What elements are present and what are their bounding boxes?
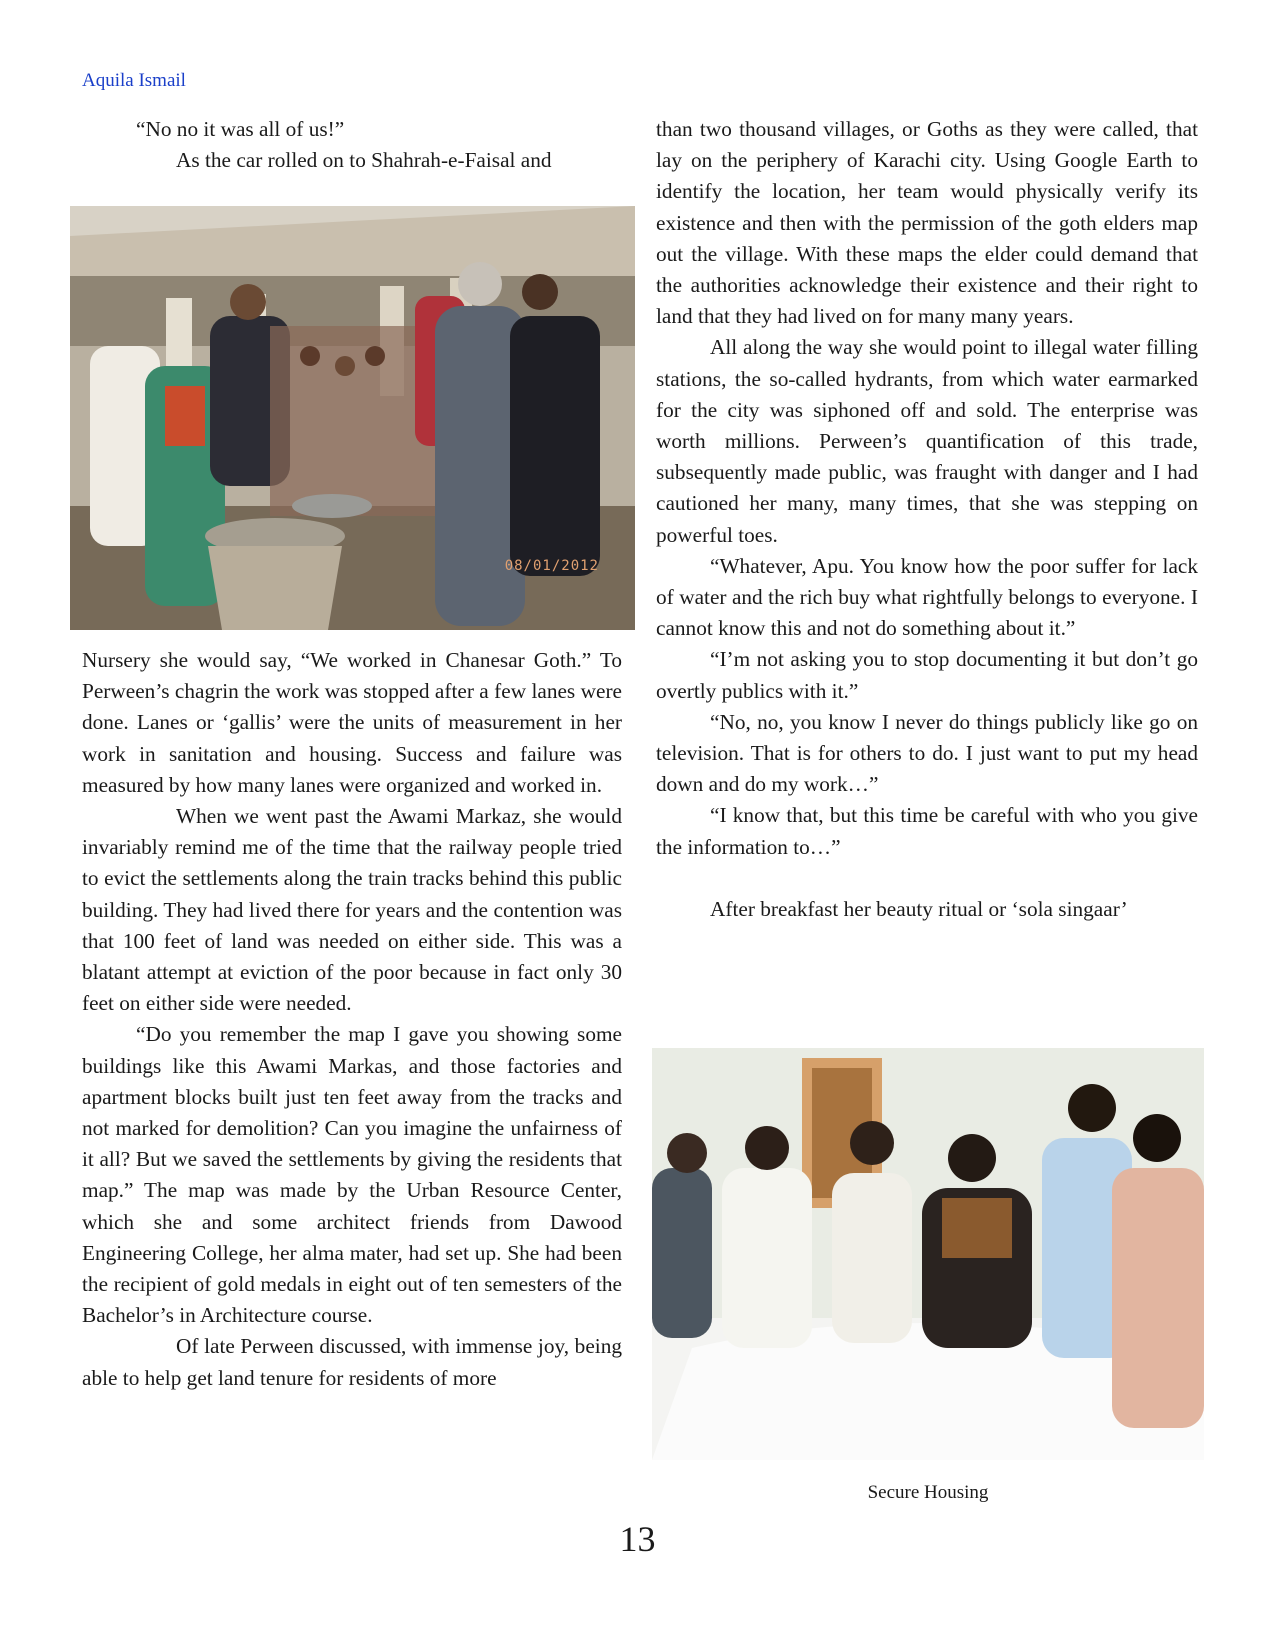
photo-caption: Secure Housing [867,1482,989,1503]
paragraph: “Do you remember the map I gave you showing some buildings like this Awami Markas, and those factories and apartment blocks built just ten feet away from the tracks and not marked for demolition? Can you imagine the unfairness of it all? But we saved the settlements by giving the residents that map.” The map was made by the Urban Resource Center, which she and some architect friends from Dawood Engineering College, her alma mater, had set up. She had been the recipient of gold medals in eight out of ten semesters of the Bachelor’s in Architecture course. [82,1022,622,1328]
spacer [656,863,1198,894]
paragraph: than two thousand villages, or Goths as they were called, that lay on the periphery of Karachi city. Using Google Earth to identify the location, her team would physically verify its existence and then with the permission of the goth elders map out the village. With these maps the elder could demand that the authorities acknowledge their existence and their right to land that they had lived on for many many years. [656,117,1198,329]
paragraph: After breakfast her beauty ritual or ‘sola singaar’ [710,897,1128,922]
paragraph: Of late Perween discussed, with immense joy, being able to help get land tenure for residents of more [82,1334,622,1390]
paragraph: “I’m not asking you to stop documenting it but don’t go overtly publics with it.” [656,647,1198,703]
paragraph: “I know that, but this time be careful with who you give the information to…” [656,803,1198,859]
paragraph: “No, no, you know I never do things publicly like go on television. That is for others to do. I just want to put my head down and do my work…” [656,709,1198,797]
map-planning-photo [652,1048,1204,1460]
right-column [656,114,1198,925]
paragraph: As the car rolled on to Shahrah-e-Faisal and [176,148,552,173]
paragraph: All along the way she would point to illegal water filling stations, the so-called hydrants, from which water earmarked for the city was siphoned off and sold. The enterprise was worth millions. Perween’s quantification of this trade, subsequently made public, was fraught with danger and I had cautioned her many, many times, that she was stepping on powerful toes. [656,335,1198,547]
left-column-top [82,114,622,176]
left-column-bottom [82,645,622,1394]
photo-date-stamp: 08/01/2012 [504,558,599,574]
author-name: Aquila Ismail [82,70,186,91]
paragraph: “No no it was all of us!” [136,117,345,141]
page-number: 13 [619,1519,656,1559]
village-meeting-photo [70,206,635,630]
paragraph: When we went past the Awami Markaz, she would invariably remind me of the time that the railway people tried to evict the settlements along the train tracks behind this public building. They had lived there for years and the contention was that 100 feet of land was needed on either side. This was a blatant attempt at eviction of the poor because in fact only 30 feet on either side were needed. [82,804,622,1016]
paragraph: Nursery she would say, “We worked in Chanesar Goth.” To Perween’s chagrin the work was stopped after a few lanes were done. Lanes or ‘gallis’ were the units of measurement in her work in sanitation and housing. Success and failure was measured by how many lanes were organized and worked in. [82,648,622,797]
paragraph: “Whatever, Apu. You know how the poor suffer for lack of water and the rich buy what rightfully belongs to everyone. I cannot know this and not do something about it.” [656,553,1198,641]
